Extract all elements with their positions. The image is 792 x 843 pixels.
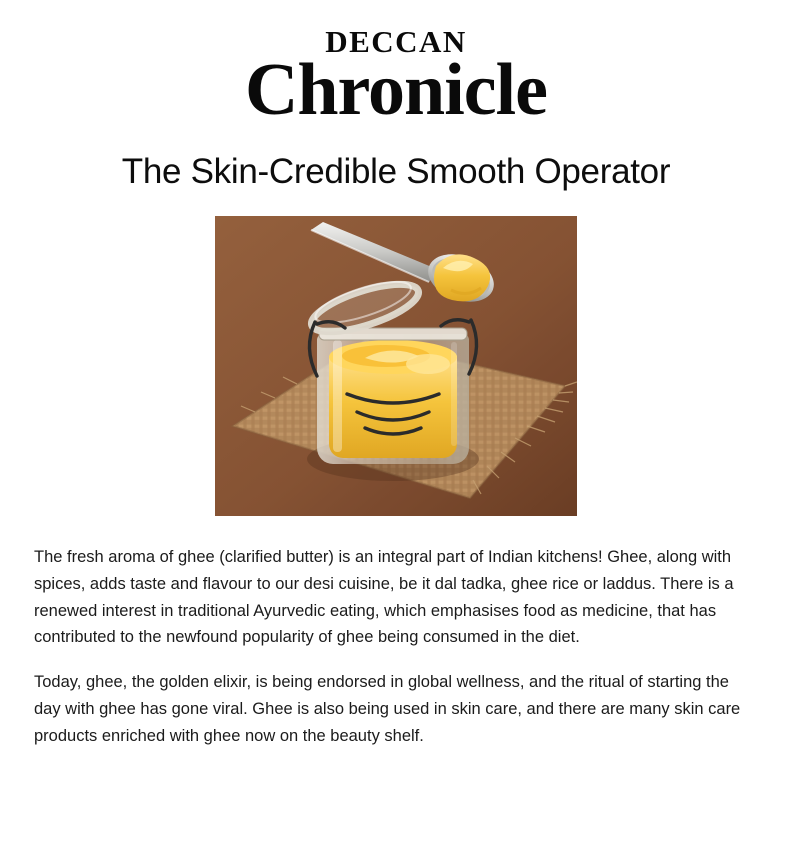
article-body <box>34 544 758 749</box>
page-title: The Skin-Credible Smooth Operator <box>121 152 671 192</box>
masthead-deccan-text: DECCAN <box>325 24 467 59</box>
masthead-chronicle-text: Chronicle <box>244 49 548 131</box>
ghee-jar-photo <box>215 216 577 516</box>
ghee-jar-illustration <box>215 216 577 516</box>
masthead <box>0 0 792 131</box>
article-paragraph-1: The fresh aroma of ghee (clarified butter) is an integral part of Indian kitchens! Ghee, along with spices, adds taste and flavour to our desi cuisine, be it dal tadka, ghee rice or laddus. There is a renewed interest in traditional Ayurvedic eating, which emphasises food as medicine, that has contributed to the newfound popularity of ghee being consumed in the diet. <box>34 548 734 647</box>
article-figure-wrapper <box>0 216 792 516</box>
glass-jar <box>317 328 469 464</box>
article-paragraph-2: Today, ghee, the golden elixir, is being endorsed in global wellness, and the ritual of starting the day with ghee has gone viral. Ghee is also being used in skin care, and there are many skin care products enriched with ghee now on the beauty shelf. <box>34 673 741 745</box>
